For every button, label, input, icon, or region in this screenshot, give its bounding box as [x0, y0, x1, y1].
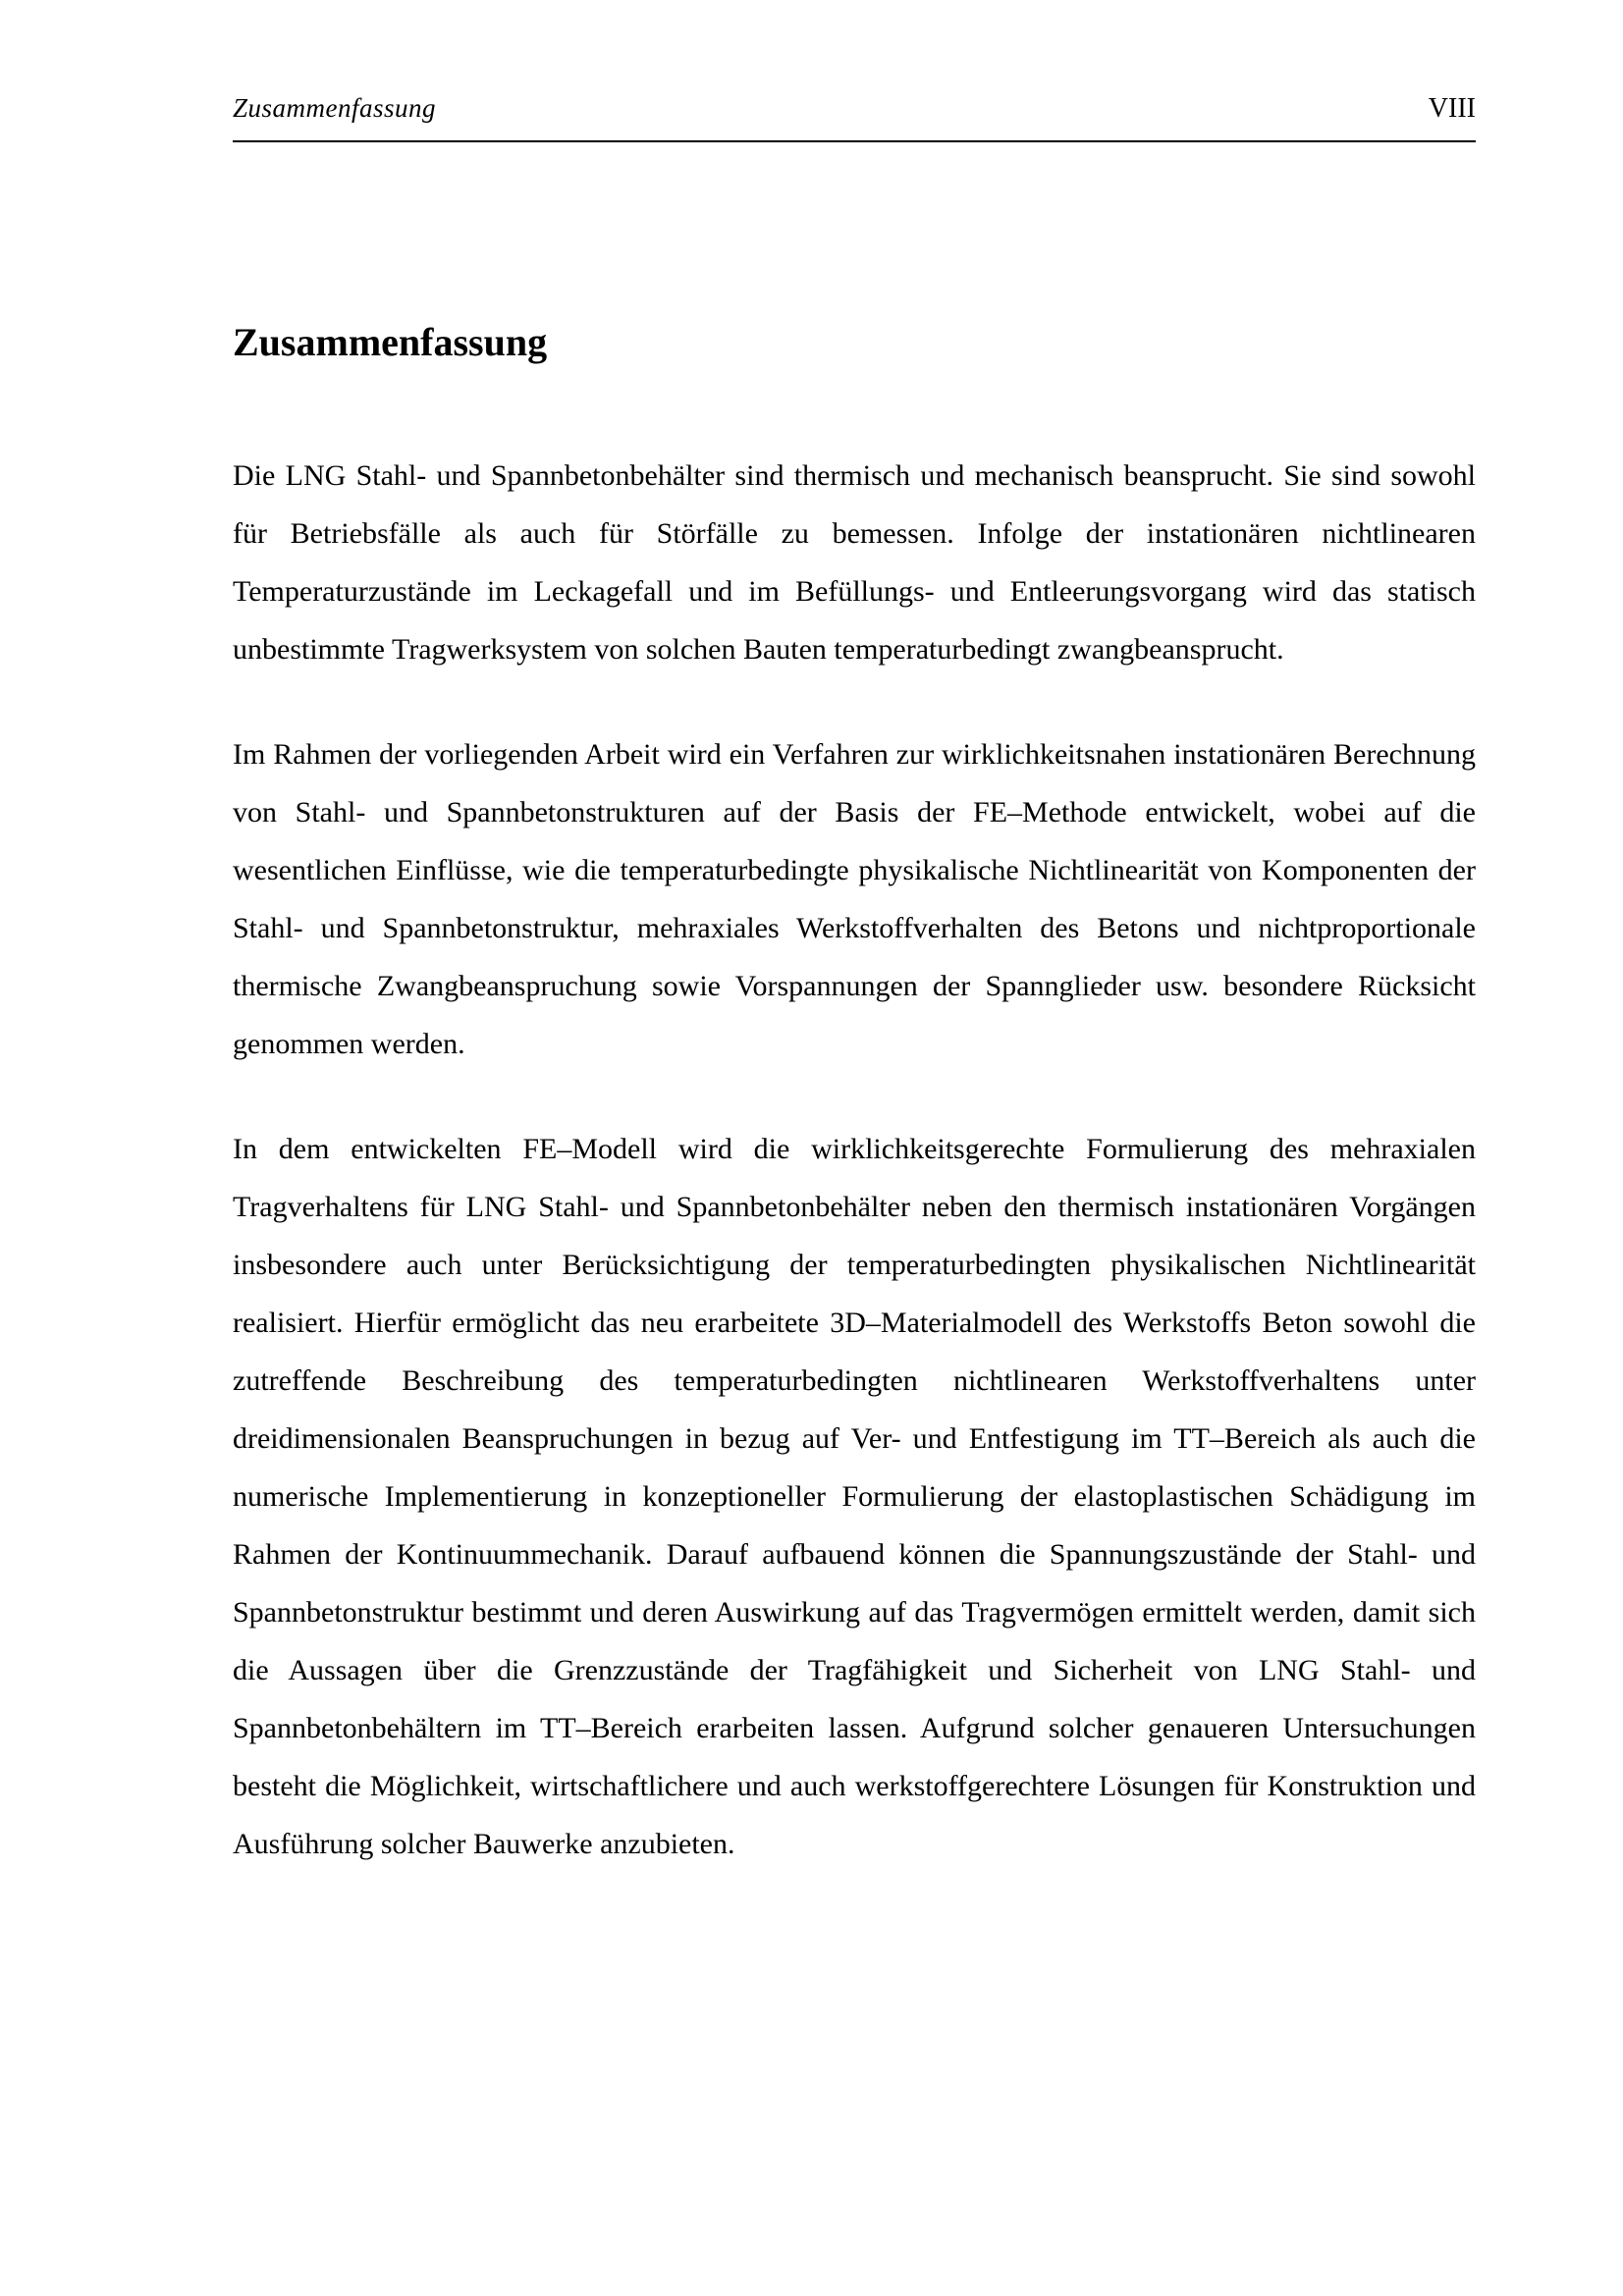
paragraph-3: In dem entwickelten FE–Modell wird die wirklichkeitsgerechte Formulierung des mehraxialen Tragverhaltens für LNG Stahl- und Spannbetonbehälter neben den thermisch instationären Vorgängen insbesondere auch unter Berücksichtigung der temperaturbedingten physikalischen Nichtlinearität realisiert. Hierfür ermöglicht das neu erarbeitete 3D–Materialmodell des Werkstoffs Beton sowohl die zutreffende Beschreibung des temperaturbedingten nichtlinearen Werkstoffverhaltens unter dreidimensionalen Beanspruchungen in bezug auf Ver- und Entfestigung im TT–Bereich als auch die numerische Implementierung in konzeptioneller Formulierung der elastoplastischen Schädigung im Rahmen der Kontinuummechanik. Darauf aufbauend können die Spannungszustände der Stahl- und Spannbetonstruktur bestimmt und deren Auswirkung auf das Tragvermögen ermittelt werden, damit sich die Aussagen über die Grenzzustände der Tragfähigkeit und Sicherheit von LNG Stahl- und Spannbetonbehältern im TT–Bereich erarbeiten lassen. Aufgrund solcher genaueren Untersuchungen besteht die Möglichkeit, wirtschaftlichere und auch werkstoffgerechtere Lösungen für Konstruktion und Ausführung solcher Bauwerke anzubieten.	[233, 1133, 1476, 1860]
page-header	[233, 93, 1476, 142]
section-title: Zusammenfassung	[233, 320, 548, 364]
running-header-title: Zusammenfassung	[233, 93, 437, 123]
paragraph-2: Im Rahmen der vorliegenden Arbeit wird ein Verfahren zur wirklichkeitsnahen instationären Berechnung von Stahl- und Spannbetonstrukturen auf der Basis der FE–Methode entwickelt, wobei auf die wesentlichen Einflüsse, wie die temperaturbedingte physikalische Nichtlinearität von Komponenten der Stahl- und Spannbetonstruktur, mehraxiales Werkstoffverhalten des Betons und nichtproportionale thermische Zwangbeanspruchung sowie Vorspannungen der Spannglieder usw. besondere Rücksicht genommen werden.	[233, 738, 1476, 1060]
page-number: VIII	[1428, 93, 1476, 124]
paragraph-1: Die LNG Stahl- und Spannbetonbehälter sind thermisch und mechanisch beansprucht. Sie sind sowohl für Betriebsfälle als auch für Störfälle zu bemessen. Infolge der instationären nichtlinearen Temperaturzustände im Leckagefall und im Befüllungs- und Entleerungsvorgang wird das statisch unbestimmte Tragwerksystem von solchen Bauten temperaturbedingt zwangbeansprucht.	[233, 459, 1476, 666]
